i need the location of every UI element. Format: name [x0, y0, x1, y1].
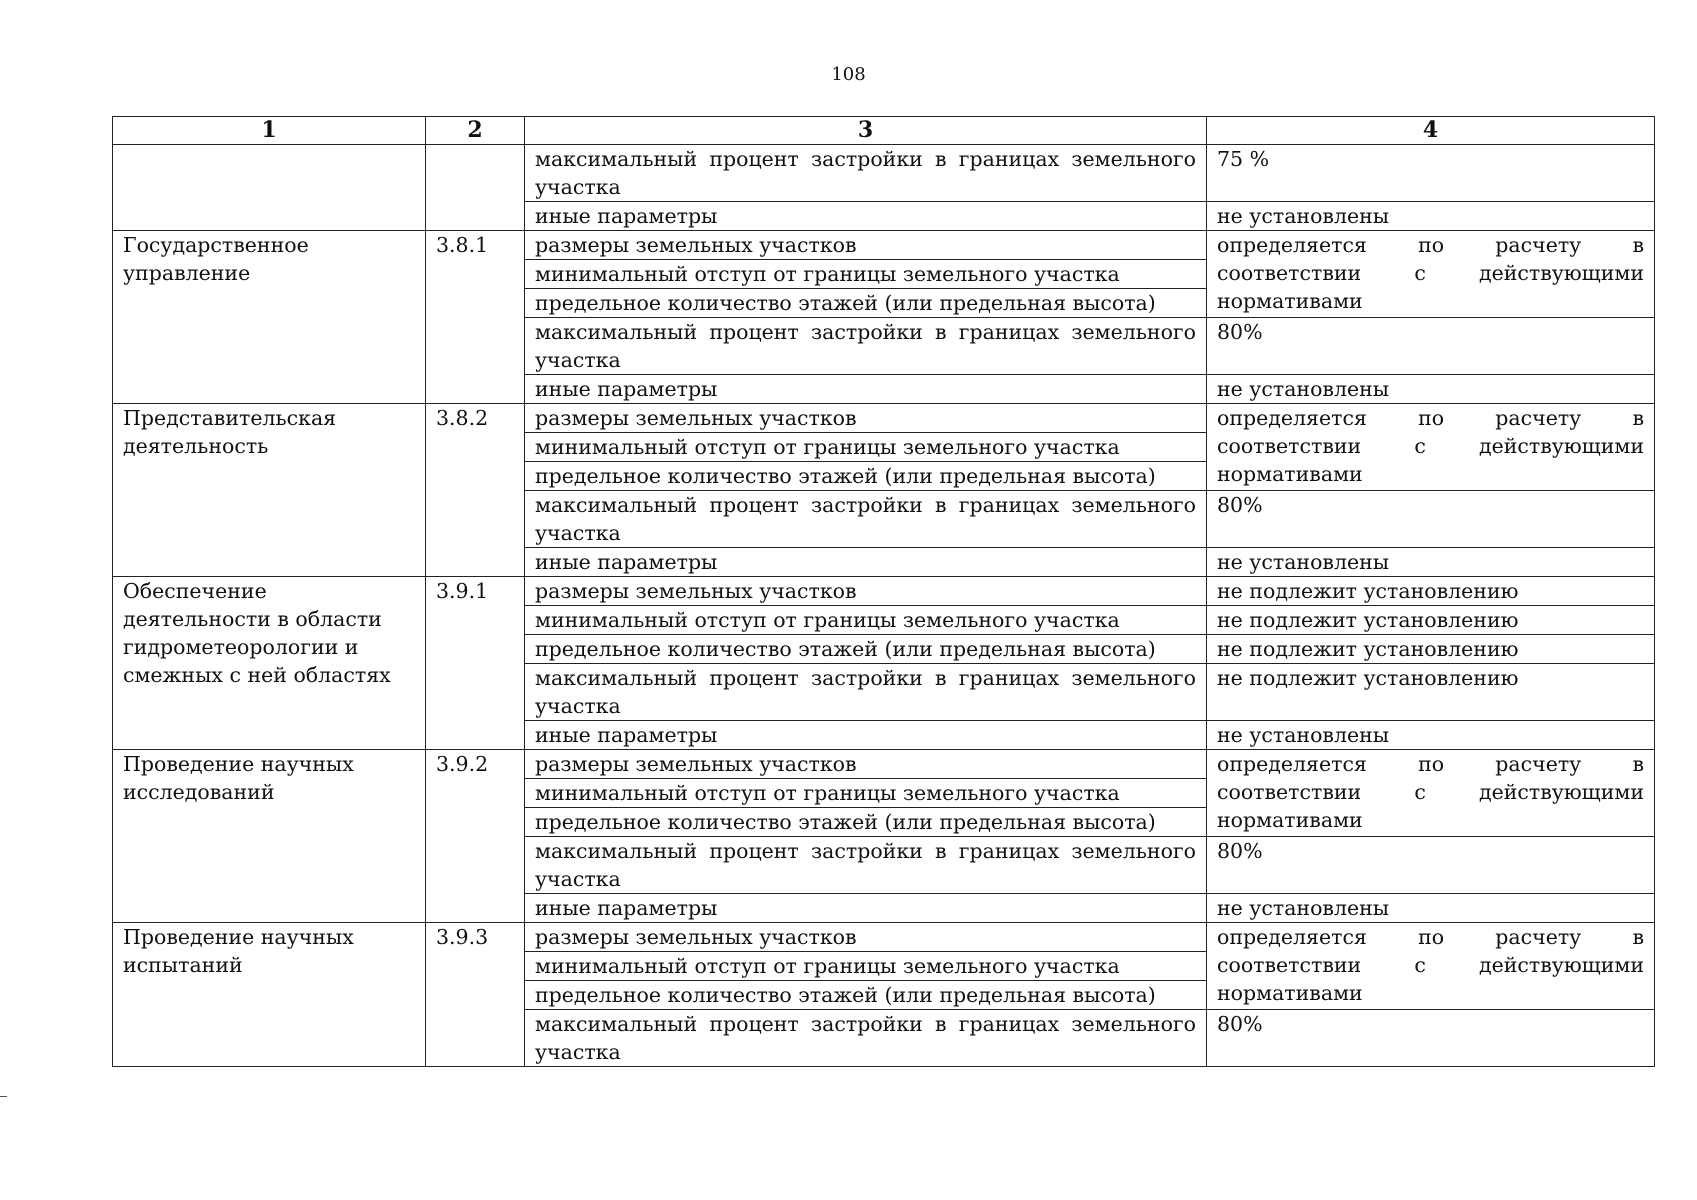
page-number: 108: [831, 64, 866, 85]
param-coverage: максимальный процент застройки в границах земельного участка: [525, 1010, 1207, 1067]
value-floors: не подлежит установлению: [1207, 635, 1655, 664]
use-type-code: 3.8.1: [426, 231, 525, 404]
table-row: [113, 231, 1655, 260]
param-size: размеры земельных участков: [525, 750, 1207, 779]
value-setback: не подлежит установлению: [1207, 606, 1655, 635]
use-type-code: 3.8.2: [426, 404, 525, 577]
use-type-name: Обеспечение деятельности в области гидрометеорологии и смежных с ней областях: [113, 577, 426, 750]
value-coverage: 75 %: [1207, 145, 1655, 202]
table-row: [113, 404, 1655, 433]
zoning-parameters-table: [112, 116, 1655, 1067]
scan-margin-mark: [0, 1096, 7, 1097]
header-col-3: 3: [525, 117, 1207, 145]
use-type-name: Представительская деятельность: [113, 404, 426, 577]
use-type-name: Проведение научных исследований: [113, 750, 426, 923]
param-coverage: максимальный процент застройки в границах земельного участка: [525, 837, 1207, 894]
value-calc-line-1: определяется по расчету в: [1217, 752, 1644, 776]
value-other: не установлены: [1207, 375, 1655, 404]
param-other: иные параметры: [525, 894, 1207, 923]
value-calculated: [1207, 404, 1655, 491]
table-row: [113, 145, 1655, 202]
value-coverage: 80%: [1207, 318, 1655, 375]
param-coverage: максимальный процент застройки в границах земельного участка: [525, 491, 1207, 548]
use-type-code: 3.9.3: [426, 923, 525, 1067]
table-header-row: [113, 117, 1655, 145]
header-col-1: 1: [113, 117, 426, 145]
value-calc-line-1: определяется по расчету в: [1217, 233, 1644, 257]
param-setback: минимальный отступ от границы земельного участка: [525, 433, 1207, 462]
value-other: не установлены: [1207, 202, 1655, 231]
value-calculated: [1207, 231, 1655, 318]
header-col-4: 4: [1207, 117, 1655, 145]
value-calc-line-3: нормативами: [1217, 808, 1363, 832]
use-type-name: Государственное управление: [113, 231, 426, 404]
table-row: [113, 750, 1655, 779]
param-floors: предельное количество этажей (или предельная высота): [525, 462, 1207, 491]
table-row: [113, 577, 1655, 606]
param-size: размеры земельных участков: [525, 577, 1207, 606]
value-coverage: 80%: [1207, 1010, 1655, 1067]
param-setback: минимальный отступ от границы земельного участка: [525, 260, 1207, 289]
param-floors: предельное количество этажей (или предельная высота): [525, 808, 1207, 837]
value-calc-line-3: нормативами: [1217, 289, 1363, 313]
table-row: [113, 923, 1655, 952]
param-other: иные параметры: [525, 202, 1207, 231]
value-coverage: не подлежит установлению: [1207, 664, 1655, 721]
value-calc-line-1: определяется по расчету в: [1217, 406, 1644, 430]
param-floors: предельное количество этажей (или предельная высота): [525, 635, 1207, 664]
param-setback: минимальный отступ от границы земельного участка: [525, 606, 1207, 635]
param-other: иные параметры: [525, 375, 1207, 404]
param-coverage: максимальный процент застройки в границах земельного участка: [525, 145, 1207, 202]
value-calc-line-2: соответствии с действующими: [1217, 434, 1644, 458]
value-size: не подлежит установлению: [1207, 577, 1655, 606]
value-coverage: 80%: [1207, 491, 1655, 548]
param-coverage: максимальный процент застройки в границах земельного участка: [525, 318, 1207, 375]
value-calc-line-2: соответствии с действующими: [1217, 953, 1644, 977]
param-floors: предельное количество этажей (или предельная высота): [525, 289, 1207, 318]
value-calc-line-2: соответствии с действующими: [1217, 780, 1644, 804]
value-other: не установлены: [1207, 894, 1655, 923]
use-type-code: 3.9.1: [426, 577, 525, 750]
use-type-name: Проведение научных испытаний: [113, 923, 426, 1067]
use-type-name: [113, 145, 426, 231]
param-size: размеры земельных участков: [525, 923, 1207, 952]
use-type-code: 3.9.2: [426, 750, 525, 923]
param-size: размеры земельных участков: [525, 404, 1207, 433]
param-size: размеры земельных участков: [525, 231, 1207, 260]
value-other: не установлены: [1207, 548, 1655, 577]
param-setback: минимальный отступ от границы земельного участка: [525, 779, 1207, 808]
param-floors: предельное количество этажей (или предельная высота): [525, 981, 1207, 1010]
value-other: не установлены: [1207, 721, 1655, 750]
header-col-2: 2: [426, 117, 525, 145]
use-type-code: [426, 145, 525, 231]
value-calc-line-1: определяется по расчету в: [1217, 925, 1644, 949]
param-coverage: максимальный процент застройки в границах земельного участка: [525, 664, 1207, 721]
value-calc-line-3: нормативами: [1217, 462, 1363, 486]
value-calc-line-3: нормативами: [1217, 981, 1363, 1005]
param-setback: минимальный отступ от границы земельного участка: [525, 952, 1207, 981]
param-other: иные параметры: [525, 548, 1207, 577]
value-calculated: [1207, 923, 1655, 1010]
value-calculated: [1207, 750, 1655, 837]
value-calc-line-2: соответствии с действующими: [1217, 261, 1644, 285]
value-coverage: 80%: [1207, 837, 1655, 894]
param-other: иные параметры: [525, 721, 1207, 750]
